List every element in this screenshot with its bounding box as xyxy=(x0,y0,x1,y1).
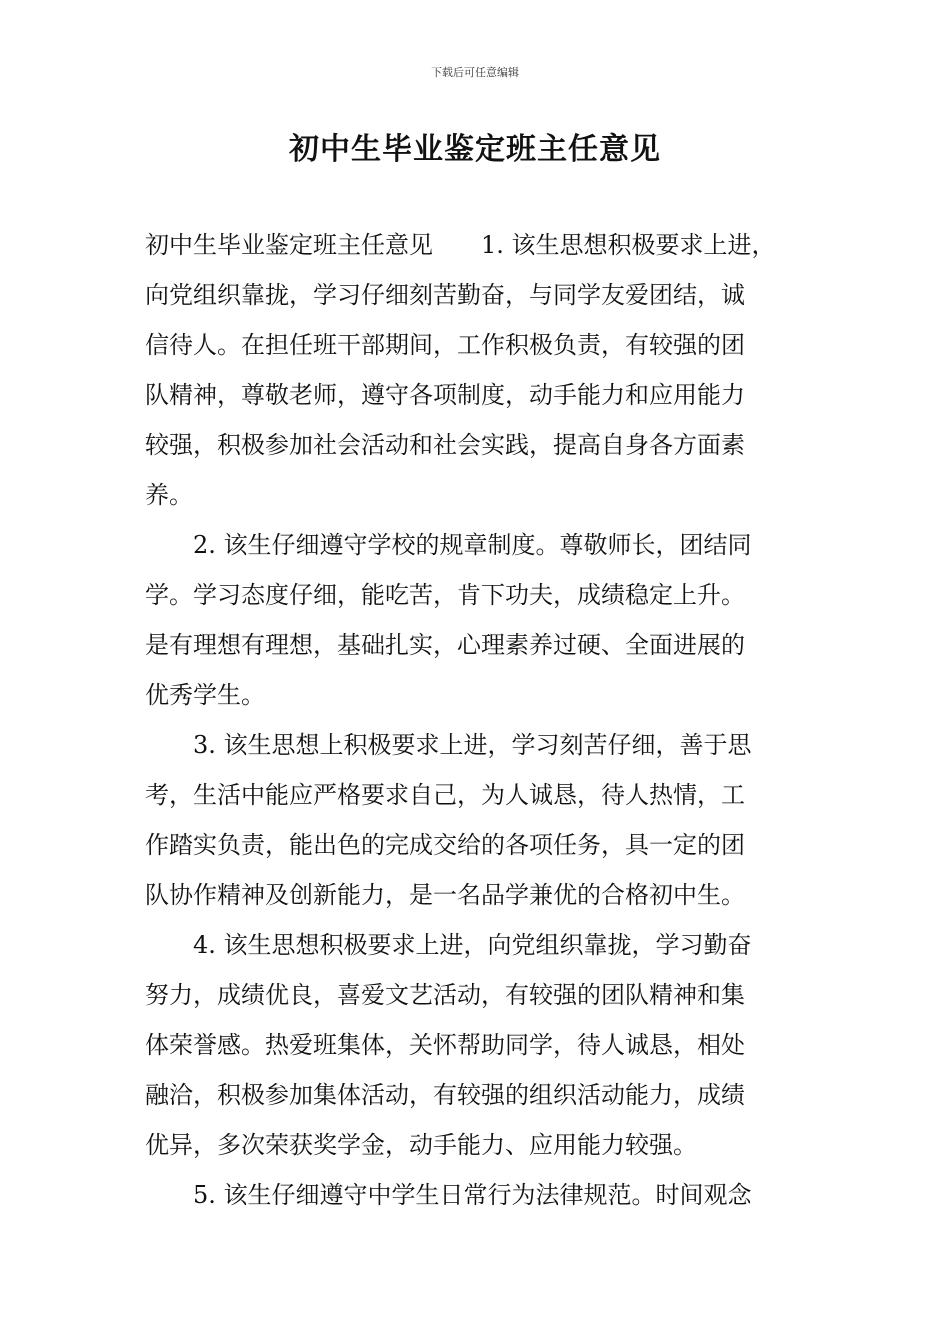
body-line: 考，生活中能应严格要求自己，为人诚恳，待人热情，工 xyxy=(145,781,745,809)
body-line: 体荣誉感。热爱班集体，关怀帮助同学，待人诚恳，相处 xyxy=(145,1031,745,1059)
body-line: 学。学习态度仔细，能吃苦，肯下功夫，成绩稳定上升。 xyxy=(145,581,745,609)
body-line: 优异，多次荣获奖学金，动手能力、应用能力较强。 xyxy=(145,1131,697,1159)
page-header-note: 下载后可任意编辑 xyxy=(431,66,519,79)
body-line: 2. 该生仔细遵守学校的规章制度。尊敬师长，团结同 xyxy=(193,531,752,559)
body-line: 向党组织靠拢，学习仔细刻苦勤奋，与同学友爱团结，诚 xyxy=(145,281,745,309)
document-title: 初中生毕业鉴定班主任意见 xyxy=(289,132,661,167)
body-line: 较强，积极参加社会活动和社会实践，提高自身各方面素 xyxy=(145,431,745,459)
body-line: 队精神，尊敬老师，遵守各项制度，动手能力和应用能力 xyxy=(145,381,745,409)
body-line: 融洽，积极参加集体活动，有较强的组织活动能力，成绩 xyxy=(145,1081,745,1109)
body-line: 是有理想有理想，基础扎实，心理素养过硬、全面进展的 xyxy=(145,631,745,659)
body-line: 作踏实负责，能出色的完成交给的各项任务，具一定的团 xyxy=(145,831,745,859)
body-line: 养。 xyxy=(145,481,193,509)
body-line: 信待人。在担任班干部期间，工作积极负责，有较强的团 xyxy=(145,331,745,359)
body-line: 优秀学生。 xyxy=(145,681,265,709)
body-line: 5. 该生仔细遵守中学生日常行为法律规范。时间观念 xyxy=(193,1181,752,1209)
body-line: 4. 该生思想积极要求上进，向党组织靠拢，学习勤奋 xyxy=(193,931,752,959)
body-line: 努力，成绩优良，喜爱文艺活动，有较强的团队精神和集 xyxy=(145,981,745,1009)
body-line: 队协作精神及创新能力，是一名品学兼优的合格初中生。 xyxy=(145,881,745,909)
document-body xyxy=(145,220,815,1220)
body-line: 3. 该生思想上积极要求上进，学习刻苦仔细，善于思 xyxy=(193,731,752,759)
body-line: 初中生毕业鉴定班主任意见 1. 该生思想积极要求上进， xyxy=(145,231,776,259)
